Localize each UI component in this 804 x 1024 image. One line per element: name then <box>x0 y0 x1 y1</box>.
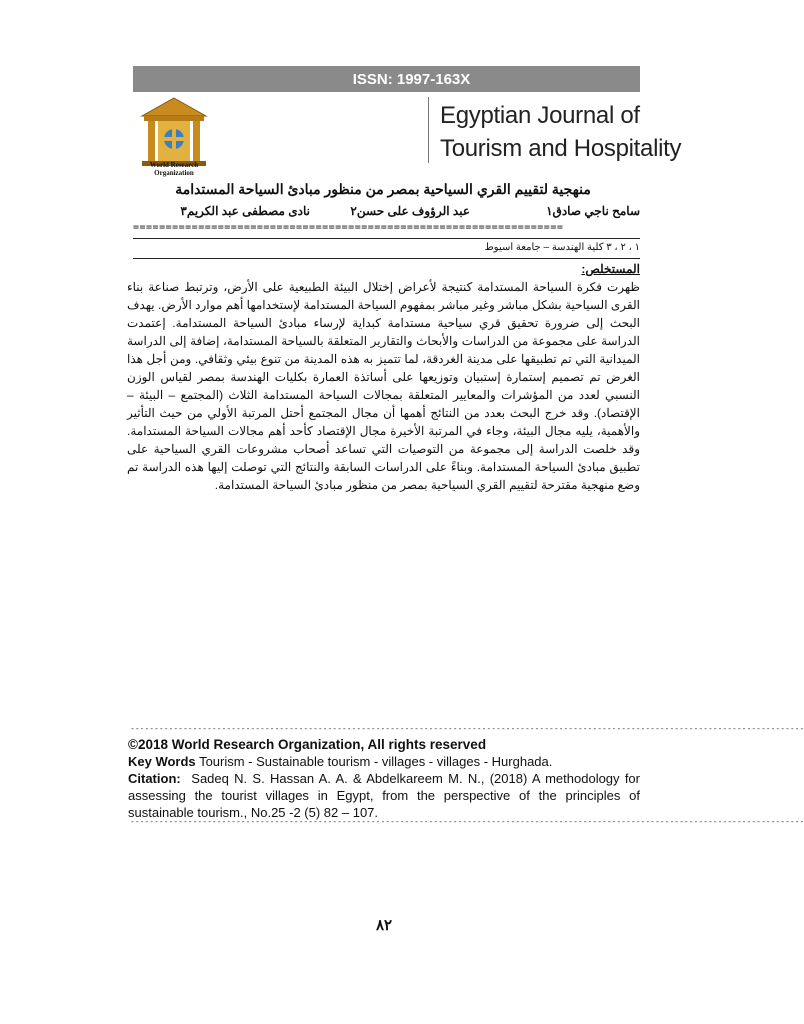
header-divider <box>428 97 429 163</box>
affiliation: ١ ، ٢ ، ٣ كلية الهندسة – جامعة اسيوط <box>484 242 640 253</box>
journal-title <box>440 99 681 165</box>
issn-text: ISSN: 1997-163X <box>352 70 471 88</box>
article-title: منهجية لتقييم القري السياحية بمصر من منظور مبادئ السياحة المستدامة <box>175 181 591 197</box>
footer-dashes-top: -------------------------------------------------------------------------------------------------------------------------------------------- <box>130 724 804 733</box>
keywords-text: Tourism - Sustainable tourism - villages - villages - Hurghada. <box>199 754 553 769</box>
abstract-label: المستخلص: <box>581 262 640 276</box>
citation-text: Sadeq N. S. Hassan A. A. & Abdelkareem M. N., (2018) A methodology for assessing the tourist villages in Egypt, from the perspective of the principles of sustainable tourism., No.25 -2 (5) 82 – 107. <box>128 771 640 820</box>
copyright: ©2018 World Research Organization, All rights reserved <box>128 737 487 752</box>
issn-banner <box>133 66 640 92</box>
author-3: نادى مصطفى عبد الكريم٣ <box>180 204 310 218</box>
keywords-label: Key Words <box>128 754 196 769</box>
rule-bottom <box>133 258 640 259</box>
citation-label: Citation: <box>128 771 181 786</box>
journal-title-line2: Tourism and Hospitality <box>440 135 682 162</box>
rule-top <box>133 238 640 239</box>
page-number: ٨٢ <box>375 917 393 934</box>
journal-title-line1: Egyptian Journal of <box>440 102 640 129</box>
author-2: عبد الرؤوف على حسن٢ <box>350 204 470 218</box>
keywords-line <box>128 753 640 770</box>
footer-dashes-bottom: -------------------------------------------------------------------------------------------------------------------------------------------- <box>130 817 804 826</box>
abstract-body: ظهرت فكرة السياحة المستدامة كنتيجة لأعراض إختلال البيئة الطبيعية على الأرض، وترتبط صناعة بناء القرى السياحية بشكل مباشر وغير مباشر بمفهوم السياحة المستدامة لإستخدامها أهم موارد الأرض. يهدف البحث إلى ضرورة تحقيق قري سياحية مستدامة كبداية لإرساء مبادئ السياحة المستدامة. إعتمدت الدراسة على مجموعة من الدراسات والأبحاث والتقارير المتعلقة بالسياحة المستدامة، إضافة إلى الدراسة الميدانية التي تم تطبيقها على مدينة الغردقة، لما تتميز به هذه المدينة من تنوع بيئي وثقافي. ومن أجل هذا الغرض تم تصميم إستمارة إستبيان وتوزيعها على أساتذة العمارة بكليات الهندسة بمصر لقياس الوزن النسبي لعدد من المؤشرات والمعايير المتعلقة بمجالات السياحة المستدامة الثلاث (المجتمع – البيئة – الإقتصاد). وقد خرج البحث بعدد من النتائج أهمها أن مجال المجتمع أحتل المرتبة الأولي من حيث التأثير والأهمية، يليه مجال البيئة، وجاء في المرتبة الأخيرة مجال الإقتصاد كأحد أهم مجالات السياحة المستدامة. وقد خلصت الدراسة إلى مجموعة من التوصيات التي تساعد أصحاب مشروعات القري السياحية على تطبيق مبادئ السياحة المستدامة. وبناءً على الدراسات السابقة والنتائج التي توصلت إليها هذه الدراسة تم وضع منهجية مقترحة لتقييم القري السياحية بمصر من منظور مبادئ السياحة المستدامة. <box>127 280 640 492</box>
author-1: سامح ناجي صادق١ <box>546 204 640 218</box>
logo-caption: World Research Organization <box>149 161 199 177</box>
footer-block <box>128 736 640 821</box>
authors-line <box>133 204 640 222</box>
equals-separator: ================================================================== <box>133 222 564 233</box>
citation-line <box>128 770 640 821</box>
